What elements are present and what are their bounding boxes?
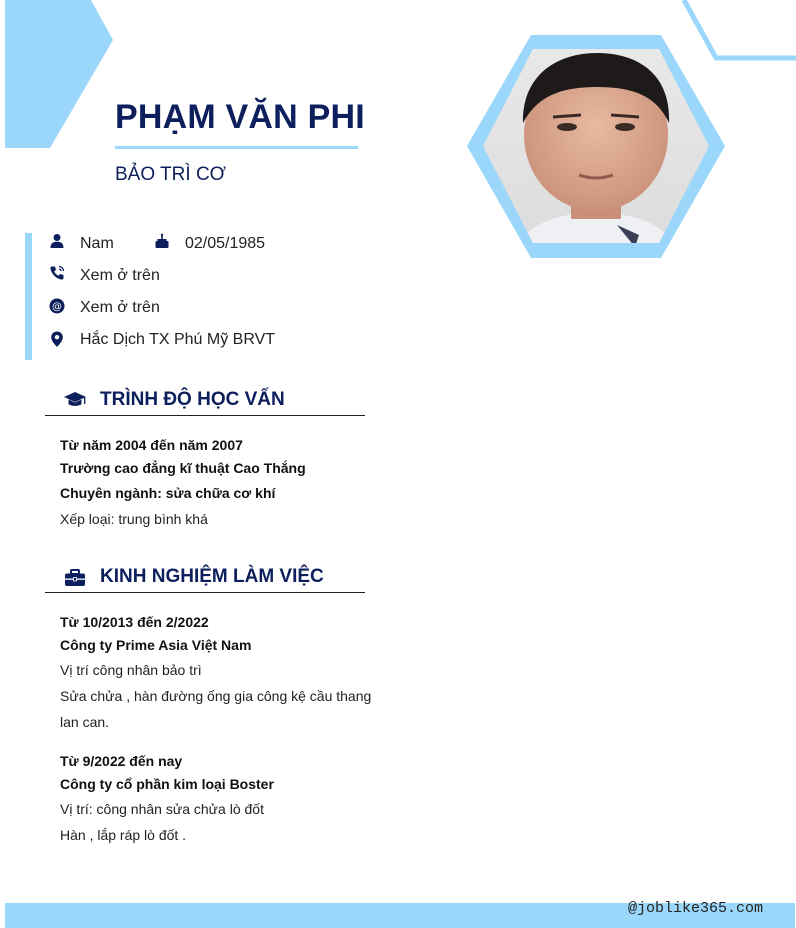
education-period: Từ năm 2004 đến năm 2007	[60, 437, 243, 453]
location-pin-icon	[49, 331, 65, 347]
graduation-cap-icon	[64, 391, 86, 409]
education-grade: Xếp loại: trung bình khá	[60, 511, 208, 527]
contact-accent-bar	[25, 233, 32, 360]
name-underline	[115, 146, 358, 149]
education-school: Trường cao đẳng kĩ thuật Cao Thắng	[60, 460, 306, 476]
phone-icon	[49, 265, 65, 281]
decorative-corner-shape	[5, 0, 113, 148]
profile-photo	[467, 35, 725, 258]
job-2-company: Công ty cổ phần kim loại Boster	[60, 776, 274, 792]
job-title: BẢO TRÌ CƠ	[115, 164, 226, 185]
contact-email: Xem ở trên	[80, 299, 160, 316]
education-heading: TRÌNH ĐỘ HỌC VẤN	[100, 389, 285, 410]
svg-text:@: @	[52, 301, 62, 313]
job-1-line-1: Vị trí công nhân bảo trì	[60, 662, 202, 678]
briefcase-icon	[64, 569, 86, 587]
job-1-line-2: Sửa chửa , hàn đường ống gia công kệ cầu thang	[60, 688, 372, 704]
contact-address: Hắc Dịch TX Phú Mỹ BRVT	[80, 331, 276, 348]
contact-phone: Xem ở trên	[80, 267, 160, 284]
experience-divider	[45, 592, 365, 593]
job-2-line-2: Hàn , lắp ráp lò đốt .	[60, 827, 187, 843]
education-divider	[45, 415, 365, 416]
contact-gender: Nam	[80, 235, 114, 252]
job-1-line-3: lan can.	[60, 714, 110, 730]
job-2-line-1: Vị trí: công nhân sửa chửa lò đốt	[60, 801, 264, 817]
user-icon	[49, 233, 65, 249]
education-major: Chuyên ngành: sửa chữa cơ khí	[60, 485, 276, 501]
contact-birthdate: 02/05/1985	[185, 235, 266, 252]
job-2-period: Từ 9/2022 đến nay	[60, 753, 183, 769]
email-icon	[49, 298, 65, 314]
experience-heading: KINH NGHIỆM LÀM VIỆC	[100, 566, 324, 587]
candidate-name: PHẠM VĂN PHI	[115, 98, 365, 136]
job-1-company: Công ty Prime Asia Việt Nam	[60, 637, 252, 653]
birthday-cake-icon	[154, 233, 170, 249]
footer-watermark: @joblike365.com	[628, 900, 764, 917]
job-1-period: Từ 10/2013 đến 2/2022	[60, 614, 209, 630]
